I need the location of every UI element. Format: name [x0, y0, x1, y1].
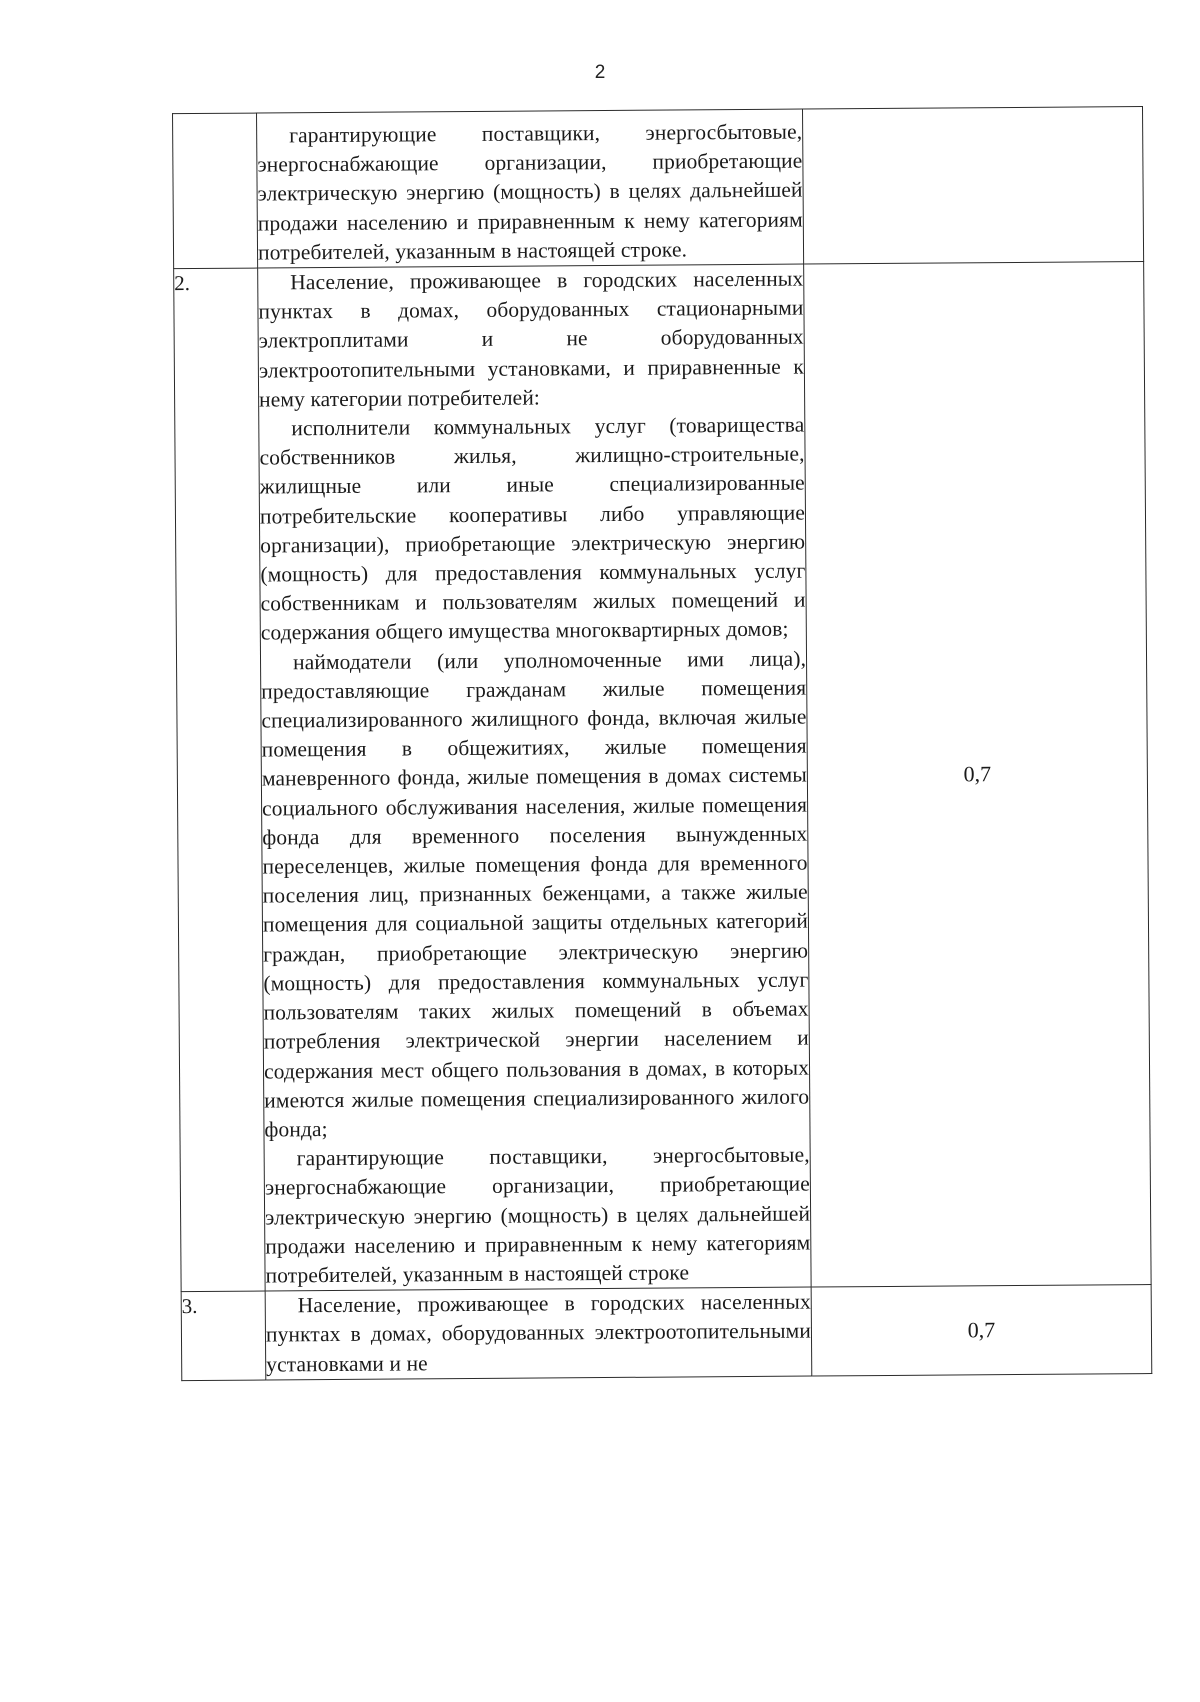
row-description-cell — [265, 1287, 812, 1380]
paragraph: гарантирующие поставщики, энергосбытовые, энергоснабжающие организации, приобретающие электрическую энергию (мощность) в целях дальнейшей продажи населению и приравненным к нему категориям потребителей, указанным в настоящей строке — [264, 1142, 811, 1288]
row-description-cell — [258, 264, 811, 1291]
row-value-cell: 0,7 — [811, 1285, 1152, 1376]
paragraph: гарантирующие поставщики, энергосбытовые, энергоснабжающие организации, приобретающие электрическую энергию (мощность) в целях дальнейшей продажи населению и приравненным к нему категориям потребителей, указанным в настоящей строке. — [257, 119, 803, 265]
row-description-cell — [257, 109, 804, 268]
row-number-cell: 2. — [174, 268, 265, 1292]
table-row — [173, 107, 1144, 269]
paragraph: исполнители коммунальных услуг (товарищества собственников жилья, жилищно-строительные, жилищные или иные специализированные потребительские кооперативы либо управляющие организации), приобретающие электрическую энергию (мощность) для предоставления коммунальных услуг собственникам и пользователям жилых помещений и содержания общего имущества многоквартирных домов; — [259, 412, 806, 645]
row-value-cell — [802, 107, 1143, 265]
row-number-cell — [173, 113, 258, 269]
tariff-table — [172, 106, 1152, 1381]
row-number-cell: 3. — [181, 1291, 266, 1380]
paragraph: Население, проживающее в городских населенных пунктах в домах, оборудованных стационарными электроплитами и не оборудованных электроотопительными установками, и приравненные к нему категории потребителей: — [258, 266, 804, 412]
paragraph: Население, проживающее в городских населенных пунктах в домах, оборудованных электроотопительными установками и не — [265, 1289, 812, 1377]
table-row — [181, 1285, 1152, 1381]
page-number: 2 — [594, 62, 606, 83]
row-value-cell: 0,7 — [804, 262, 1151, 1288]
paragraph: наймодатели (или уполномоченные ими лица), предоставляющие гражданам жилые помещения специализированного жилищного фонда, включая жилые помещения в общежитиях, жилые помещения маневренного фонда, жилые помещения в домах системы социального обслуживания населения, жилые помещения фонда для временного поселения вынужденных переселенцев, жилые помещения фонда для временного поселения лиц, признанных беженцами, а также жилые помещения для социальной защиты отдельных категорий граждан, приобретающие электрическую энергию (мощность) для предоставления коммунальных услуг пользователям таких жилых помещений в объемах потребления электрической энергии населением и содержания мест общего пользования в домах, в которых имеются жилые помещения специализированного жилого фонда; — [261, 646, 810, 1142]
table-row — [174, 262, 1151, 1292]
